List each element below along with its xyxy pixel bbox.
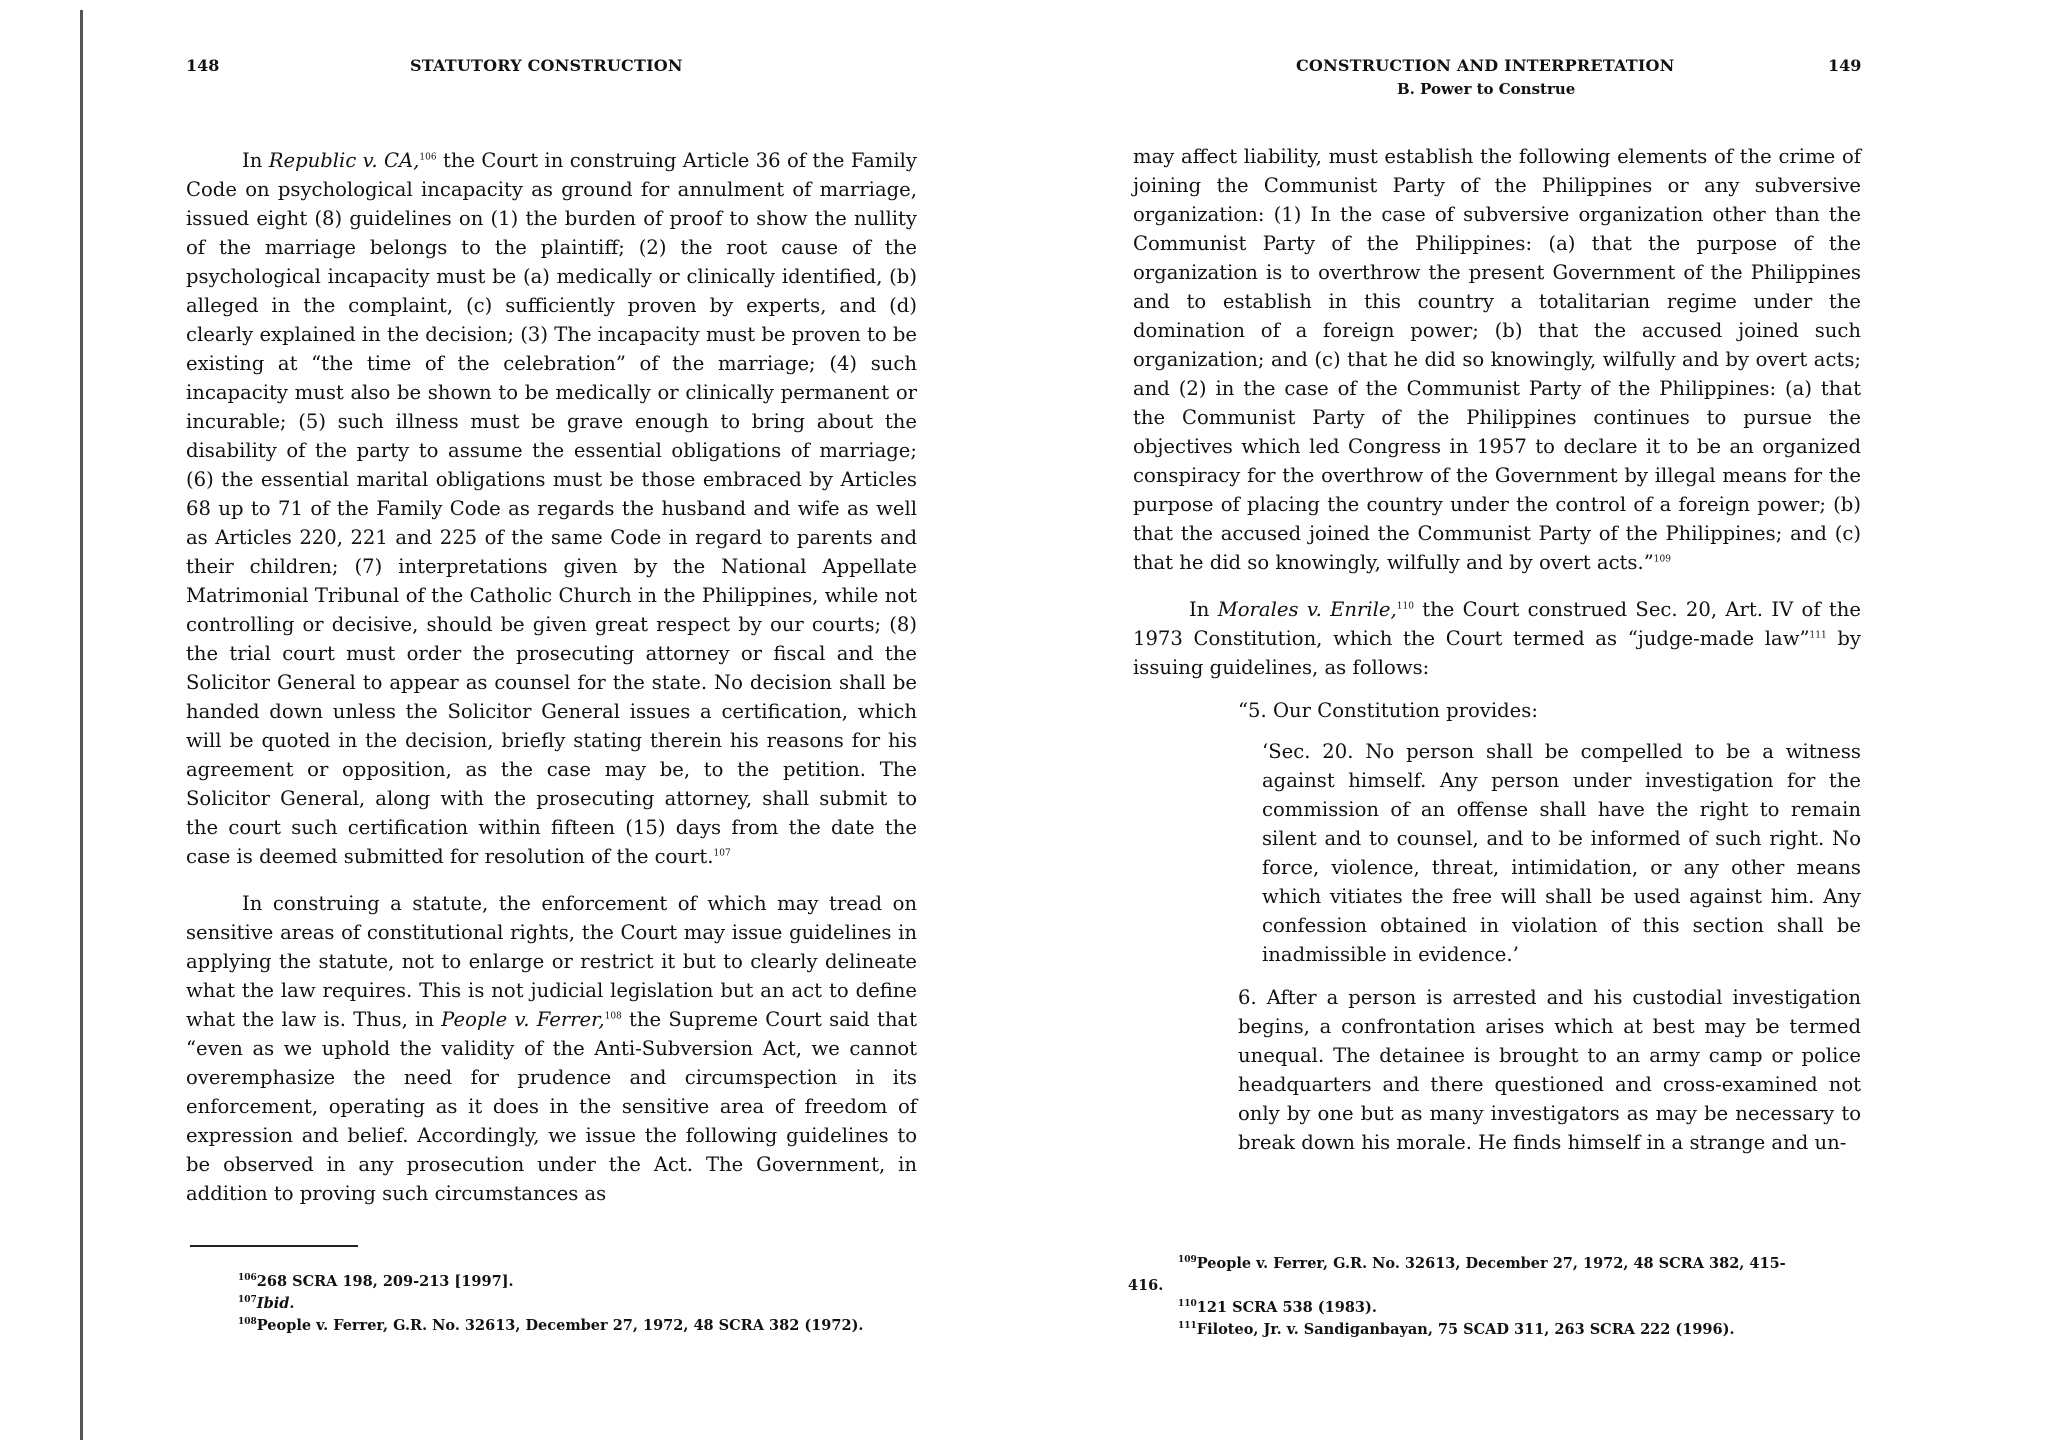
left-paragraph-2: In construing a statute, the enforcement of which may tread on sensitive areas of constitutional rights, the Court may issue guidelines in applying the statute, not to enlarge or restrict it but to clearly delineate what the law requires. This is not judicial legislation but an act to define what the law is. Thus, in People v. Ferrer,$^{108}$ the Supreme Court said that “even as we uphold the validity of the Anti-Subversion Act, we cannot overemphasize the need for prudence and circumspection in its enforcement, operating as it does in the sensitive area of freedom of expression and belief. Accordingly, we issue the following guidelines to be observed in any prosecution under the Act. The Government, in addition to proving such circumstances as <box>186 892 917 1205</box>
quote-item-5: “5. Our Constitution provides: <box>1238 699 1538 722</box>
right-paragraph-2: In Morales v. Enrile,$^{110}$ the Court construed Sec. 20, Art. IV of the 1973 Constitution, which the Court termed as “judge-made law”$^{111}$ by issuing guidelines, as follows: <box>1133 598 1862 679</box>
case-name-republic: Republic v. CA, <box>268 149 420 172</box>
footnote-ref: 107 <box>713 848 731 859</box>
footnote-109: $^{109}$People v. Ferrer, G.R. No. 32613, December 27, 1972, 48 SCRA 382, 415- <box>1178 1255 1786 1272</box>
right-running-head: CONSTRUCTION AND INTERPRETATION <box>1296 56 1675 75</box>
footnote-separator <box>190 1245 358 1247</box>
left-page-number: 148 <box>186 56 220 75</box>
footnote-ref: 106 <box>419 152 437 163</box>
footnote-ref: 109 <box>1653 554 1671 565</box>
block-quote <box>1238 696 1861 1157</box>
footnote-ref: 110 <box>1396 601 1414 612</box>
footnote-ref: 108 <box>604 1011 622 1022</box>
left-footnotes <box>238 1271 918 1337</box>
right-page-number: 149 <box>1828 56 1862 75</box>
footnote-109-continued: 416. <box>1128 1277 1164 1294</box>
right-running-subhead: B. Power to Construe <box>1397 80 1576 98</box>
left-running-head: STATUTORY CONSTRUCTION <box>410 56 683 75</box>
footnote-110: $^{110}$121 SCRA 538 (1983). <box>1178 1299 1377 1316</box>
footnote-108: $^{108}$People v. Ferrer, G.R. No. 32613, December 27, 1972, 48 SCRA 382 (1972). <box>238 1317 864 1334</box>
footnote-107: $^{107}$Ibid. <box>238 1295 295 1312</box>
quote-sec-20: ‘Sec. 20. No person shall be compelled to be a witness against himself. Any person under investigation for the commission of an offense shall have the right to remain silent and to counsel, and to be informed of such right. No force, violence, threat, intimidation, or any other means which vitiates the free will shall be used against him. Any confession obtained in violation of this section shall be inadmissible in evidence.’ <box>1262 740 1861 966</box>
right-paragraph-1: may affect liability, must establish the following elements of the crime of joining the Communist Party of the Philippines or any subversive organization: (1) In the case of subversive organization other than the Communist Party of the Philippines: (a) that the purpose of the organization is to overthrow the present Government of the Philippines and to establish in this country a totalitarian regime under the domination of a foreign power; (b) that the accused joined such organization; and (c) that he did so knowingly, wilfully and by overt acts; and (2) in the case of the Communist Party of the Philippines: (a) that the Communist Party of the Philippines continues to pursue the objectives which led Congress in 1957 to declare it to be an organized conspiracy for the overthrow of the Government by illegal means for the purpose of placing the country under the control of a foreign power; (b) that the accused joined the Communist Party of the Philippines; and (c) that he did so knowingly, wilfully and by overt acts.”$^{109}$ <box>1133 145 1861 574</box>
case-name-ferrer: People v. Ferrer, <box>441 1008 605 1031</box>
footnote-106: $^{106}$268 SCRA 198, 209-213 [1997]. <box>238 1273 514 1290</box>
right-body-text <box>1133 142 1861 1157</box>
book-spine-line <box>80 10 83 1440</box>
footnote-ref: 111 <box>1809 630 1827 641</box>
right-footnotes <box>1128 1253 1868 1341</box>
left-body-text <box>186 146 917 1208</box>
left-paragraph-1: In Republic v. CA,$^{106}$ the Court in construing Article 36 of the Family Code on psychological incapacity as ground for annulment of marriage, issued eight (8) guidelines on (1) the burden of proof to show the nullity of the marriage belongs to the plaintiff; (2) the root cause of the psychological incapacity must be (a) medically or clinically identified, (b) alleged in the complaint, (c) sufficiently proven by experts, and (d) clearly explained in the decision; (3) The incapacity must be proven to be existing at “the time of the celebration” of the marriage; (4) such incapacity must also be shown to be medically or clinically permanent or incurable; (5) such illness must be grave enough to bring about the disability of the party to assume the essential obligations of marriage; (6) the essential marital obligations must be those embraced by Articles 68 up to 71 of the Family Code as regards the husband and wife as well as Articles 220, 221 and 225 of the same Code in regard to parents and their children; (7) interpretations given by the National Appellate Matrimonial Tribunal of the Catholic Church in the Philippines, while not controlling or decisive, should be given great respect by our courts; (8) the trial court must order the prosecuting attorney or fiscal and the Solicitor General to appear as counsel for the state. No decision shall be handed down unless the Solicitor General issues a certification, which will be quoted in the decision, briefly stating therein his reasons for his agreement or opposition, as the case may be, to the petition. The Solicitor General, along with the prosecuting attorney, shall submit to the court such certification within fifteen (15) days from the date the case is deemed submitted for resolution of the court.$^{107}$ <box>186 149 917 868</box>
footnote-111: $^{111}$Filoteo, Jr. v. Sandiganbayan, 75 SCAD 311, 263 SCRA 222 (1996). <box>1178 1321 1735 1338</box>
quote-item-6: 6. After a person is arrested and his custodial investigation begins, a confrontation arises which at best may be termed unequal. The detainee is brought to an army camp or police headquarters and there questioned and cross-examined not only by one but as many investigators as may be necessary to break down his morale. He finds himself in a strange and un- <box>1238 986 1861 1154</box>
case-name-morales: Morales v. Enrile, <box>1217 598 1397 621</box>
